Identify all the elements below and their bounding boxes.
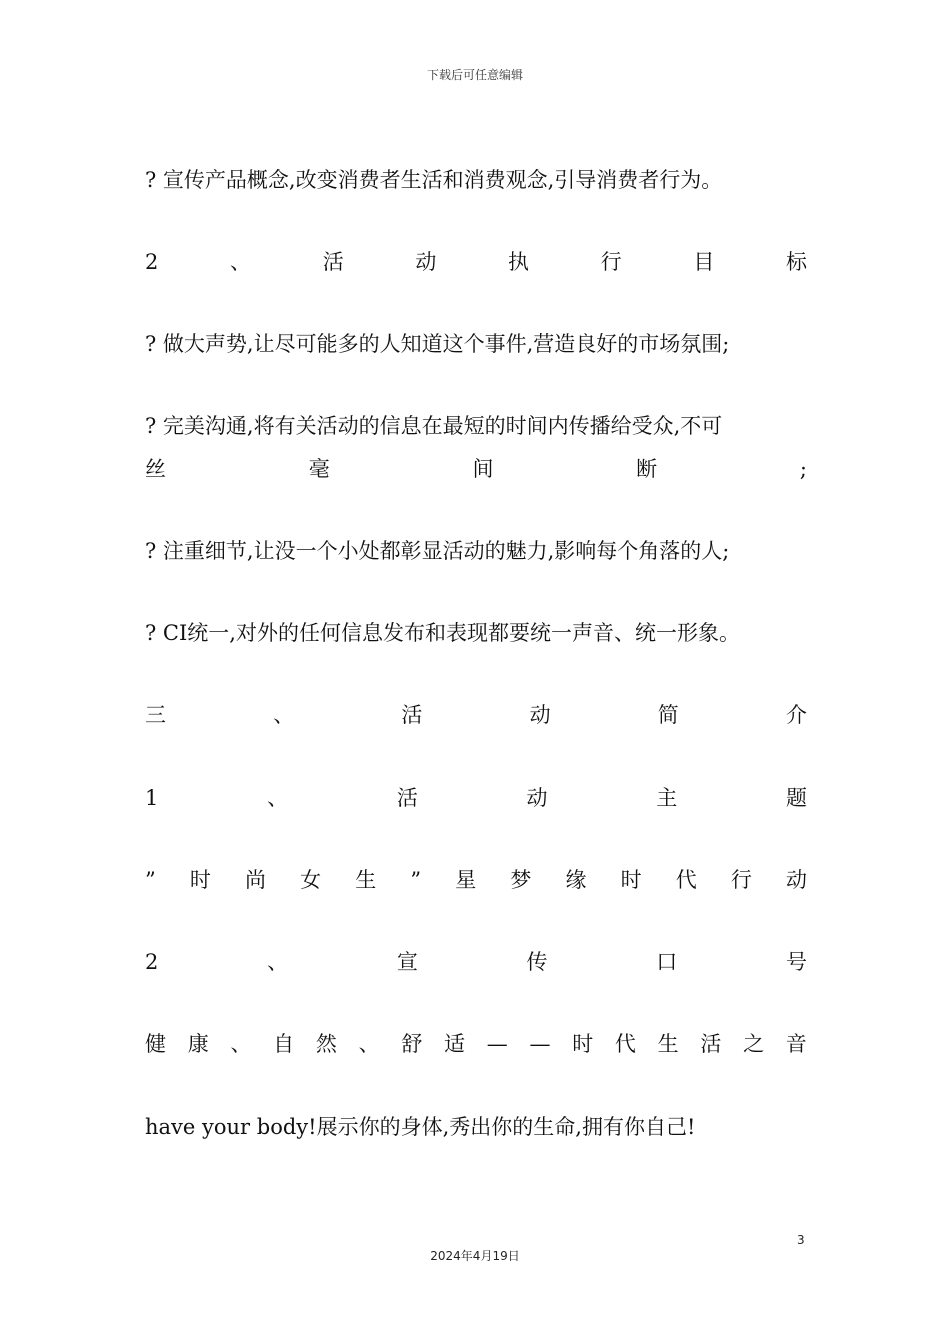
slogan-text xyxy=(145,1030,807,1058)
theme-char: 动 xyxy=(786,868,807,892)
theme-char: 缘 xyxy=(565,868,587,892)
theme-char: 代 xyxy=(675,868,697,892)
heading-char: 动 xyxy=(415,250,437,274)
slogan-char: 时 xyxy=(572,1032,594,1056)
theme-char: 星 xyxy=(455,868,477,892)
heading-char: 动 xyxy=(529,703,551,727)
heading-execution-target xyxy=(145,248,807,276)
heading-char: 活 xyxy=(396,786,418,810)
slogan-char: 代 xyxy=(614,1032,636,1056)
theme-char: 行 xyxy=(730,868,752,892)
heading-char: 1 xyxy=(145,786,159,810)
theme-char: 梦 xyxy=(510,868,532,892)
heading-char: 宣 xyxy=(396,950,418,974)
heading-char: 、 xyxy=(230,250,252,274)
slogan-char: 之 xyxy=(743,1032,765,1056)
theme-char: 时 xyxy=(189,868,211,892)
slogan-char: 适 xyxy=(444,1032,466,1056)
paragraph-communication: ? 完美沟通,将有关活动的信息在最短的时间内传播给受众,不可 xyxy=(145,414,723,438)
theme-char: 尚 xyxy=(245,868,266,892)
paragraph-ci-unified: ? CI统一,对外的任何信息发布和表现都要统一声音、统一形象。 xyxy=(145,621,740,645)
slogan-char: 康 xyxy=(187,1032,209,1056)
heading-char: 、 xyxy=(267,950,289,974)
heading-activity-intro xyxy=(145,701,807,729)
heading-slogan xyxy=(145,948,807,976)
justified-char: 丝 xyxy=(145,457,166,481)
paragraph-communication-continued xyxy=(145,455,807,483)
heading-char: 号 xyxy=(785,950,807,974)
theme-char: ” xyxy=(410,868,422,892)
heading-char: 口 xyxy=(656,950,678,974)
paragraph-momentum: ? 做大声势,让尽可能多的人知道这个事件,营造良好的市场氛围; xyxy=(145,332,730,356)
theme-char: 女 xyxy=(300,868,322,892)
paragraph-details: ? 注重细节,让没一个小处都彰显活动的魅力,影响每个角落的人; xyxy=(145,539,730,563)
justified-char: ; xyxy=(799,457,807,481)
slogan-char: 、 xyxy=(358,1032,380,1056)
heading-char: 传 xyxy=(526,950,548,974)
slogan-char: 健 xyxy=(145,1032,166,1056)
heading-char: 执 xyxy=(508,250,529,274)
theme-char: 时 xyxy=(620,868,642,892)
heading-char: 、 xyxy=(273,703,295,727)
slogan-char: 生 xyxy=(657,1032,679,1056)
heading-char: 简 xyxy=(657,703,679,727)
page-number: 3 xyxy=(797,1233,805,1247)
page-header: 下载后可任意编辑 xyxy=(426,68,523,82)
heading-activity-theme xyxy=(145,784,807,812)
heading-char: 、 xyxy=(267,786,289,810)
heading-char: 主 xyxy=(656,786,678,810)
slogan-char: 音 xyxy=(785,1032,807,1056)
paragraph-product-concept: ? 宣传产品概念,改变消费者生活和消费观念,引导消费者行为。 xyxy=(145,168,723,192)
page-footer-date: 2024年4月19日 xyxy=(430,1249,520,1263)
heading-char: 活 xyxy=(322,250,344,274)
heading-char: 活 xyxy=(401,703,423,727)
paragraph-have-your-body: have your body!展示你的身体,秀出你的生命,拥有你自己! xyxy=(145,1115,696,1139)
heading-char: 目 xyxy=(693,250,715,274)
theme-text xyxy=(145,866,807,894)
slogan-char: 活 xyxy=(700,1032,722,1056)
justified-char: 间 xyxy=(472,457,494,481)
slogan-char: 然 xyxy=(315,1032,337,1056)
heading-char: 题 xyxy=(785,786,807,810)
heading-char: 三 xyxy=(145,703,166,727)
heading-char: 2 xyxy=(145,950,159,974)
slogan-char: — xyxy=(486,1032,508,1056)
justified-char: 毫 xyxy=(308,457,330,481)
heading-char: 动 xyxy=(526,786,548,810)
slogan-char: — xyxy=(529,1032,551,1056)
theme-char: ” xyxy=(145,868,156,892)
theme-char: 生 xyxy=(355,868,377,892)
heading-char: 行 xyxy=(600,250,622,274)
heading-char: 2 xyxy=(145,250,159,274)
justified-char: 断 xyxy=(636,457,658,481)
slogan-char: 、 xyxy=(230,1032,252,1056)
slogan-char: 舒 xyxy=(401,1032,423,1056)
heading-char: 介 xyxy=(785,703,807,727)
heading-char: 标 xyxy=(785,250,807,274)
slogan-char: 自 xyxy=(273,1032,295,1056)
